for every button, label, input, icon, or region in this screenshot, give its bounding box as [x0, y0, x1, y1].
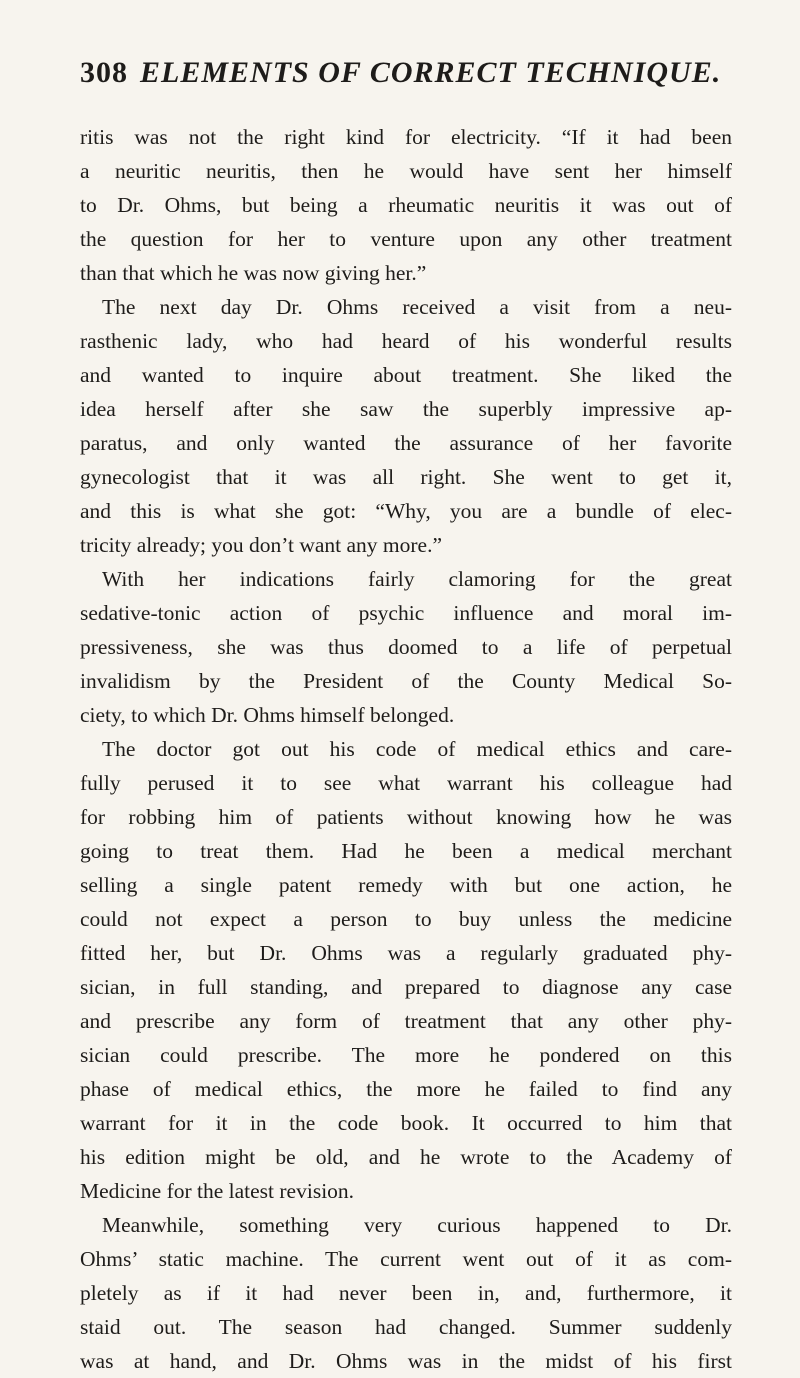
text-line: fitted her, but Dr. Ohms was a regularly graduated phy- [80, 941, 732, 965]
text-line: With her indications fairly clamoring for the great [102, 567, 732, 591]
running-header [80, 58, 732, 88]
text-line: pressiveness, she was thus doomed to a life of perpetual [80, 635, 732, 659]
text-line: a neuritic neuritis, then he would have sent her himself [80, 159, 732, 183]
text-line: phase of medical ethics, the more he failed to find any [80, 1077, 732, 1101]
text-line: paratus, and only wanted the assurance of her favorite [80, 431, 732, 455]
text-line: was at hand, and Dr. Ohms was in the midst of his first [80, 1349, 732, 1373]
text-line: the question for her to venture upon any other treatment [80, 227, 732, 251]
text-line: invalidism by the President of the County Medical So- [80, 669, 732, 693]
text-line: gynecologist that it was all right. She went to get it, [80, 465, 732, 489]
text-line: ciety, to which Dr. Ohms himself belonged. [80, 703, 455, 727]
text-line: ritis was not the right kind for electricity. “If it had been [80, 125, 732, 149]
text-line: to Dr. Ohms, but being a rheumatic neuritis it was out of [80, 193, 732, 217]
text-line: going to treat them. Had he been a medical merchant [80, 839, 732, 863]
text-line: pletely as if it had never been in, and, furthermore, it [80, 1281, 732, 1305]
text-line: than that which he was now giving her.” [80, 261, 427, 285]
text-line: and wanted to inquire about treatment. She liked the [80, 363, 732, 387]
text-line: tricity already; you don’t want any more.” [80, 533, 443, 557]
text-line: sician could prescribe. The more he pondered on this [80, 1043, 732, 1067]
body-text [80, 120, 732, 1378]
text-line: fully perused it to see what warrant his colleague had [80, 771, 732, 795]
text-line: rasthenic lady, who had heard of his wonderful results [80, 329, 732, 353]
text-line: Meanwhile, something very curious happened to Dr. [102, 1213, 732, 1237]
text-line: and prescribe any form of treatment that any other phy- [80, 1009, 732, 1033]
text-line: and this is what she got: “Why, you are a bundle of elec- [80, 499, 732, 523]
text-line: for robbing him of patients without knowing how he was [80, 805, 732, 829]
text-line: warrant for it in the code book. It occurred to him that [80, 1111, 732, 1135]
text-line: selling a single patent remedy with but one action, he [80, 873, 732, 897]
text-line: idea herself after she saw the superbly impressive ap- [80, 397, 732, 421]
text-line: Medicine for the latest revision. [80, 1179, 355, 1203]
text-line: could not expect a person to buy unless the medicine [80, 907, 732, 931]
text-line: staid out. The season had changed. Summer suddenly [80, 1315, 732, 1339]
text-line: sician, in full standing, and prepared to diagnose any case [80, 975, 732, 999]
running-title: ELEMENTS OF CORRECT TECHNIQUE. [140, 56, 722, 89]
text-line: his edition might be old, and he wrote to the Academy of [80, 1145, 732, 1169]
text-line: sedative-tonic action of psychic influence and moral im- [80, 601, 732, 625]
page-number: 308 [80, 56, 128, 89]
text-line: The doctor got out his code of medical ethics and care- [102, 737, 732, 761]
text-line: The next day Dr. Ohms received a visit from a neu- [102, 295, 732, 319]
text-line: Ohms’ static machine. The current went out of it as com- [80, 1247, 732, 1271]
